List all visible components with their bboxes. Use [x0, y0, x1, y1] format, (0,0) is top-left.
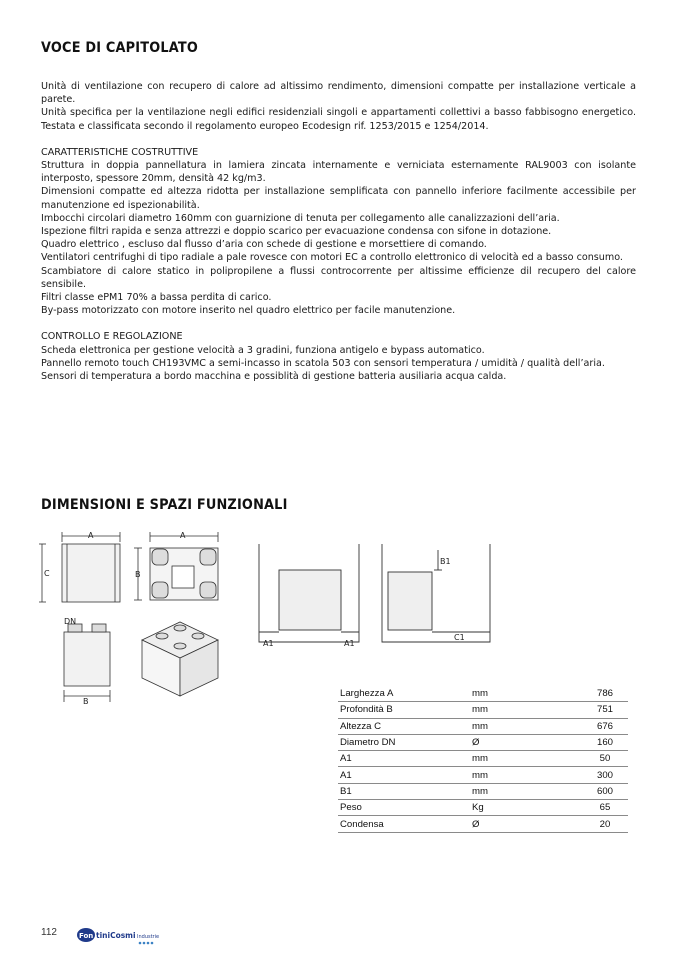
spec-unit: mm: [472, 686, 582, 702]
intro-paragraph: Unità di ventilazione con recupero di calore ad altissimo rendimento, dimensioni compatte per installazione verticale a parete.: [41, 81, 636, 106]
front-view-drawing: [38, 530, 128, 610]
page-number: 112: [41, 927, 57, 938]
spec-value: 751: [582, 702, 628, 718]
spec-value: 65: [582, 800, 628, 816]
feature-line: Filtri classe ePM1 70% a bassa perdita di carico.: [41, 292, 272, 304]
spec-table: [338, 686, 628, 833]
dim-label-dn: DN: [64, 617, 77, 626]
control-heading: CONTROLLO E REGOLAZIONE: [41, 331, 183, 343]
dim-label-a1-left: A1: [263, 639, 274, 648]
section-title-capitolato: VOCE DI CAPITOLATO: [41, 40, 199, 56]
clearance-front-drawing: [255, 542, 365, 652]
brand-logo: [76, 924, 161, 946]
spec-row: [338, 734, 628, 750]
spec-value: 676: [582, 718, 628, 734]
spec-name: Condensa: [338, 816, 472, 832]
dim-label-c1: C1: [454, 633, 465, 642]
spec-row: [338, 783, 628, 799]
spec-unit: Kg: [472, 800, 582, 816]
feature-line: Ventilatori centrifughi di tipo radiale a pale rovesce con motori EC a controllo elettronico di velocità ed a basso consumo.: [41, 252, 623, 264]
spec-name: A1: [338, 767, 472, 783]
spec-name: Profondità B: [338, 702, 472, 718]
isometric-view-drawing: [132, 612, 227, 702]
brand-suffix: Industrie: [137, 934, 160, 940]
spec-name: Larghezza A: [338, 686, 472, 702]
features-heading: CARATTERISTICHE COSTRUTTIVE: [41, 146, 199, 158]
control-line: Scheda elettronica per gestione velocità a 3 gradini, funziona antigelo e bypass automatico.: [41, 344, 485, 356]
spec-unit: mm: [472, 718, 582, 734]
section-title-dimensioni: DIMENSIONI E SPAZI FUNZIONALI: [41, 497, 288, 513]
dim-label-a-top: A: [180, 531, 186, 540]
spec-unit: Ø: [472, 816, 582, 832]
brand-badge-text: Fon: [79, 932, 94, 940]
brand-name: tiniCosmi: [96, 931, 136, 940]
spec-row: [338, 751, 628, 767]
spec-name: Peso: [338, 800, 472, 816]
dim-label-b-side: B: [83, 697, 89, 706]
feature-line: Dimensioni compatte ed altezza ridotta per installazione semplificata con pannello inferiore facilmente accessibile per manutenzione ed ispezionabilità.: [41, 186, 636, 211]
spec-value: 160: [582, 734, 628, 750]
capitolato-body: [41, 80, 636, 383]
spec-row: [338, 686, 628, 702]
control-line: Pannello remoto touch CH193VMC a semi-incasso in scatola 503 con sensori temperatura / umidità / qualità dell’aria.: [41, 357, 605, 369]
feature-line: Ispezione filtri rapida e senza attrezzi e doppio scarico per evacuazione condensa con sifone in dotazione.: [41, 226, 552, 238]
spec-row: [338, 718, 628, 734]
spec-name: A1: [338, 751, 472, 767]
feature-line: By-pass motorizzato con motore inserito nel quadro elettrico per facile manutenzione.: [41, 305, 456, 317]
spec-name: Diametro DN: [338, 734, 472, 750]
feature-line: Imbocchi circolari diametro 160mm con guarnizione di tenuta per collegamento alle canalizzazioni dell’aria.: [41, 212, 560, 224]
dim-label-a1-right: A1: [344, 639, 355, 648]
dim-label-b1: B1: [440, 557, 451, 566]
intro-paragraph: Unità specifica per la ventilazione negli edifici residenziali singoli e appartamenti collettivi a basso fabbisogno energetico. Testata e classificata secondo il regolamento europeo Ecodesign rif. 1253/2015 e 1254/2014.: [41, 107, 636, 132]
spec-row: [338, 816, 628, 832]
spec-name: B1: [338, 783, 472, 799]
spec-unit: mm: [472, 751, 582, 767]
spec-value: 300: [582, 767, 628, 783]
side-view-drawing: [56, 616, 124, 706]
clearance-side-drawing: [378, 542, 498, 652]
spec-name: Altezza C: [338, 718, 472, 734]
dim-label-c: C: [44, 569, 50, 578]
spec-unit: mm: [472, 702, 582, 718]
spec-value: 600: [582, 783, 628, 799]
spec-row: [338, 702, 628, 718]
feature-line: Quadro elettrico , escluso dal flusso d’aria con schede di gestione e morsettiere di comando.: [41, 239, 487, 251]
top-view-drawing: [132, 530, 227, 610]
spec-unit: mm: [472, 767, 582, 783]
dim-label-b-top: B: [135, 570, 141, 579]
spec-row: [338, 800, 628, 816]
spec-unit: Ø: [472, 734, 582, 750]
control-line: Sensori di temperatura a bordo macchina e possiblità di gestione batteria ausiliaria acqua calda.: [41, 371, 507, 383]
dim-label-a: A: [88, 531, 94, 540]
spec-value: 786: [582, 686, 628, 702]
spec-value: 50: [582, 751, 628, 767]
spec-row: [338, 767, 628, 783]
feature-line: Struttura in doppia pannellatura in lamiera zincata internamente e verniciata esternamente RAL9003 con isolante interposto, spessore 20mm, densità 42 kg/m3.: [41, 160, 636, 185]
spec-unit: mm: [472, 783, 582, 799]
feature-line: Scambiatore di calore statico in polipropilene a flussi controcorrente per altissime efficienze dil recupero del calore sensibile.: [41, 265, 636, 290]
spec-value: 20: [582, 816, 628, 832]
